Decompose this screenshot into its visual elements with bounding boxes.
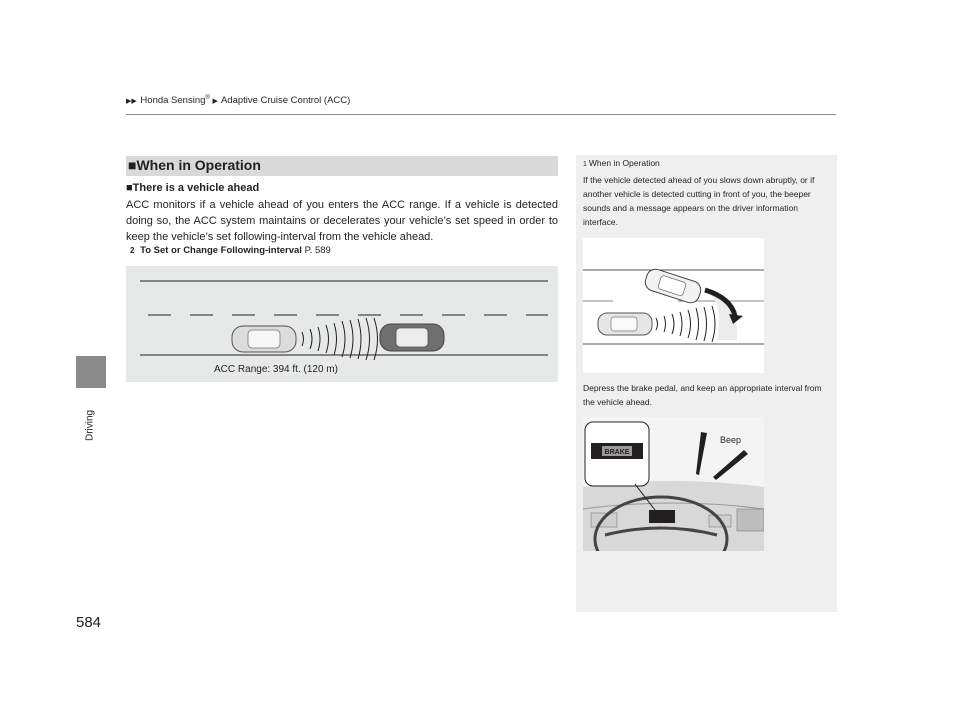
driver-info-display [649,510,675,523]
section-marker-icon: ■ [128,157,137,173]
breadcrumb-arrow-icon: ▶▶ [126,98,137,106]
header-divider [126,114,836,115]
breadcrumb-item-acc[interactable]: Adaptive Cruise Control (ACC) [220,95,351,107]
breadcrumb-item-honda-sensing[interactable]: Honda Sensing [140,95,206,107]
cross-reference-link[interactable] [130,245,331,256]
section-title-text: When in Operation [136,157,261,173]
xref-arrow-icon: 2 [130,246,135,255]
lead-vehicle-icon [380,324,444,351]
sidebar-paragraph-2: Depress the brake pedal, and keep an appropriate interval from the vehicle ahead. [583,383,822,407]
xref-title: To Set or Change Following-interval [140,245,302,256]
own-vehicle-icon [232,326,296,352]
breadcrumb [126,95,350,106]
cut-in-illustration [583,238,764,373]
sidebar-heading-text: When in Operation [588,158,660,168]
page-number: 584 [76,614,102,631]
cut-in-diagram [583,238,764,373]
sub-heading-text: There is a vehicle ahead [132,182,260,194]
beep-label: Beep [720,435,742,445]
own-vehicle-icon [598,313,652,335]
sidebar-heading [583,158,660,168]
note-number-icon: 1 [583,161,587,168]
sub-heading [126,182,259,194]
section-title [128,157,261,173]
registered-mark: ® [205,95,210,101]
radar-waves-icon [302,318,378,360]
acc-range-caption: ACC Range: 394 ft. (120 m) [214,364,338,375]
xref-page: P. 589 [304,245,331,256]
breadcrumb-arrow-icon: ▶ [212,98,218,106]
sidebar-paragraph-1: If the vehicle detected ahead of you slows down abruptly, or if another vehicle is detected cutting in front of you, the beeper sounds and a message appears on the driver information interface. [583,175,815,227]
sub-heading-marker-icon: ■ [126,182,133,194]
brake-message-label: BRAKE [604,449,630,456]
chapter-label: Driving [84,409,96,441]
body-paragraph: ACC monitors if a vehicle ahead of you enters the ACC range. If a vehicle is detected doing so, the ACC system maintains or decelerates your vehicle’s set speed in order to keep the vehicle’s set following-interval from the vehicle ahead. [126,199,558,243]
chapter-tab[interactable] [76,356,106,388]
